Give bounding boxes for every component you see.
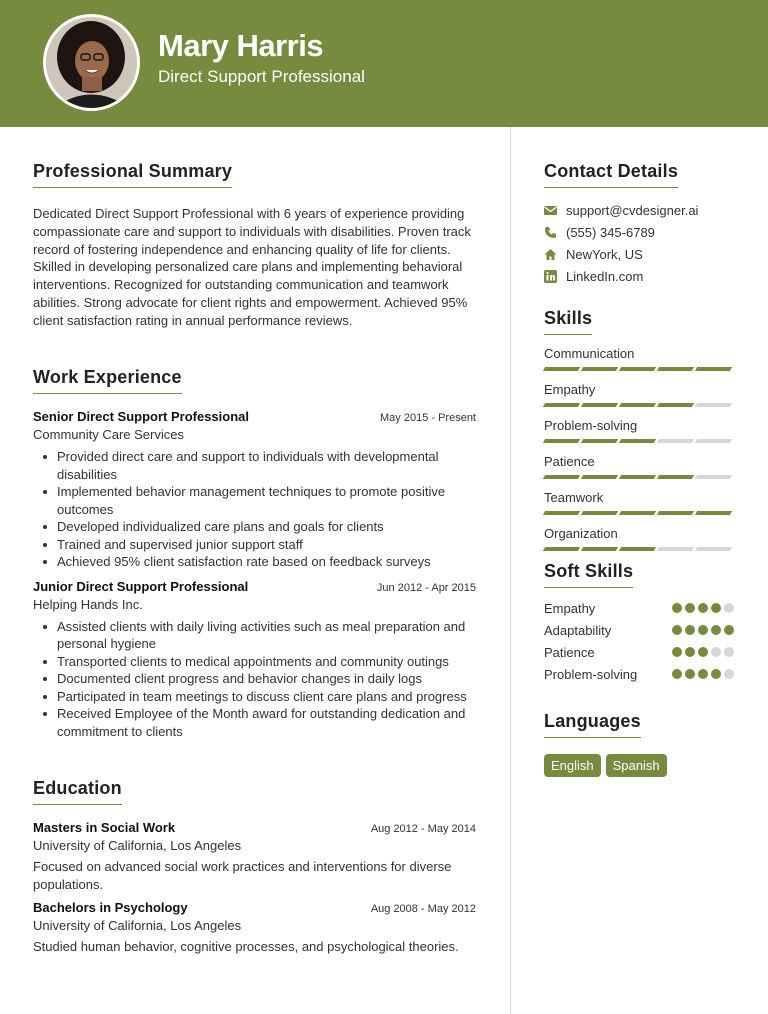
rating-dot xyxy=(698,647,708,657)
skill-level-segment xyxy=(581,367,618,371)
skill-level-bar xyxy=(544,547,734,551)
list-item: Transported clients to medical appointments and community outings xyxy=(33,653,476,671)
list-item: Received Employee of the Month award for outstanding dedication and commitment to clients xyxy=(33,705,476,740)
skill-name: Teamwork xyxy=(544,490,604,505)
home-icon xyxy=(544,248,557,261)
skills-section xyxy=(544,308,734,562)
skill-item xyxy=(544,454,734,479)
rating-dot xyxy=(672,603,682,613)
skill-level-segment xyxy=(657,439,694,443)
rating-dot xyxy=(685,603,695,613)
rating-dot xyxy=(724,625,734,635)
skill-level-segment xyxy=(619,511,656,515)
rating-dot xyxy=(698,669,708,679)
rating-dot xyxy=(711,603,721,613)
list-item: Developed individualized care plans and goals for clients xyxy=(33,518,476,536)
language-tag: English xyxy=(544,754,601,777)
job-entry xyxy=(33,579,476,741)
rating-dot xyxy=(724,603,734,613)
skill-level-segment xyxy=(543,511,580,515)
skill-level-bar xyxy=(544,403,734,407)
skill-name: Patience xyxy=(544,454,595,469)
skill-level-segment xyxy=(619,439,656,443)
resume-header xyxy=(0,0,768,127)
list-item: Provided direct care and support to individuals with developmental disabilities xyxy=(33,448,476,483)
rating-dot xyxy=(711,669,721,679)
experience-heading: Work Experience xyxy=(33,367,182,394)
skill-level-segment xyxy=(581,511,618,515)
skill-level-segment xyxy=(657,511,694,515)
job-date: Jun 2012 - Apr 2015 xyxy=(376,581,476,594)
contact-phone[interactable] xyxy=(544,221,734,243)
soft-skill-item xyxy=(544,641,734,663)
contact-linkedin[interactable] xyxy=(544,265,734,287)
candidate-role: Direct Support Professional xyxy=(158,67,365,86)
skill-level-bar xyxy=(544,367,734,371)
skill-name: Problem-solving xyxy=(544,418,638,433)
soft-skill-rating xyxy=(672,647,734,657)
skill-level-segment xyxy=(695,367,732,371)
skill-item xyxy=(544,418,734,443)
soft-skill-item xyxy=(544,619,734,641)
soft-skill-name: Patience xyxy=(544,644,595,660)
contact-location xyxy=(544,243,734,265)
skill-level-segment xyxy=(619,547,656,551)
linkedin-text: LinkedIn.com xyxy=(566,268,644,284)
skill-level-segment xyxy=(581,403,618,407)
rating-dot xyxy=(685,669,695,679)
skill-level-segment xyxy=(695,547,732,551)
skill-level-segment xyxy=(581,439,618,443)
rating-dot xyxy=(724,669,734,679)
envelope-icon xyxy=(544,204,557,217)
list-item: Trained and supervised junior support staff xyxy=(33,536,476,554)
skills-heading: Skills xyxy=(544,308,592,335)
skill-level-segment xyxy=(543,547,580,551)
contact-email[interactable] xyxy=(544,199,734,221)
summary-heading: Professional Summary xyxy=(33,161,232,188)
soft-skill-name: Problem-solving xyxy=(544,666,638,682)
avatar xyxy=(43,14,140,111)
soft-skill-name: Adaptability xyxy=(544,622,612,638)
skill-level-bar xyxy=(544,439,734,443)
skill-level-segment xyxy=(619,367,656,371)
school-name: University of California, Los Angeles xyxy=(33,918,242,933)
language-tags xyxy=(544,754,734,777)
degree-title: Masters in Social Work xyxy=(33,820,176,835)
contact-heading: Contact Details xyxy=(544,161,678,188)
rating-dot xyxy=(711,625,721,635)
skill-level-segment xyxy=(695,475,732,479)
skill-level-segment xyxy=(543,367,580,371)
contact-section xyxy=(544,161,734,287)
skill-item xyxy=(544,382,734,407)
list-item: Achieved 95% client satisfaction rate based on feedback surveys xyxy=(33,553,476,571)
degree-date: Aug 2012 - May 2014 xyxy=(370,823,476,835)
list-item: Participated in team meetings to discuss client care plans and progress xyxy=(33,688,476,706)
soft-skills-list xyxy=(544,597,734,685)
job-title: Senior Direct Support Professional xyxy=(33,409,249,424)
rating-dot xyxy=(672,647,682,657)
skills-list xyxy=(544,346,734,551)
rating-dot xyxy=(711,647,721,657)
list-item: Documented client progress and behavior changes in daily logs xyxy=(33,670,476,688)
phone-icon xyxy=(544,226,557,239)
phone-text: (555) 345-6789 xyxy=(566,224,655,240)
soft-skill-rating xyxy=(672,669,734,679)
soft-skill-rating xyxy=(672,603,734,613)
skill-level-segment xyxy=(581,475,618,479)
list-item: Assisted clients with daily living activities such as meal preparation and personal hygiene xyxy=(33,618,476,653)
rating-dot xyxy=(672,625,682,635)
rating-dot xyxy=(698,625,708,635)
experience-section xyxy=(33,367,476,740)
list-item: Implemented behavior management techniques to promote positive outcomes xyxy=(33,483,476,518)
rating-dot xyxy=(685,647,695,657)
degree-description: Focused on advanced social work practices and interventions for diverse populations. xyxy=(33,859,452,892)
job-title: Junior Direct Support Professional xyxy=(33,578,249,594)
degree-date: Aug 2008 - May 2012 xyxy=(370,903,476,915)
skill-item xyxy=(544,490,734,515)
summary-section xyxy=(33,161,476,330)
school-name: University of California, Los Angeles xyxy=(33,838,242,853)
education-section xyxy=(33,778,476,956)
linkedin-icon xyxy=(544,270,557,283)
skill-level-segment xyxy=(543,475,580,479)
rating-dot xyxy=(698,603,708,613)
education-heading: Education xyxy=(33,778,122,805)
education-entry xyxy=(33,900,476,956)
skill-level-segment xyxy=(543,439,580,443)
soft-skill-item xyxy=(544,597,734,619)
soft-skills-section xyxy=(544,561,734,685)
skill-level-segment xyxy=(695,403,732,407)
degree-description: Studied human behavior, cognitive processes, and psychological theories. xyxy=(33,939,459,954)
email-text: support@cvdesigner.ai xyxy=(566,202,699,218)
candidate-name: Mary Harris xyxy=(158,28,324,63)
skill-level-segment xyxy=(695,439,732,443)
skill-level-bar xyxy=(544,511,734,515)
language-tag: Spanish xyxy=(606,754,667,777)
location-text: NewYork, US xyxy=(566,246,643,262)
column-divider xyxy=(510,127,511,1014)
soft-skills-heading: Soft Skills xyxy=(544,561,633,588)
summary-text: Dedicated Direct Support Professional with 6 years of experience providing compassionate care and support to individuals with disabilities. Proven track record of fostering independence and enhancing quality of life for clients. Skilled in developing personalized care plans and implementing behavioral interventions. Recognized for outstanding communication and teamwork abilities. Strong advocate for client rights and empowerment. Achieved 95% client satisfaction rating in annual performance reviews. xyxy=(33,206,471,328)
languages-section xyxy=(544,711,734,777)
profile-photo xyxy=(46,17,137,108)
skill-level-segment xyxy=(657,547,694,551)
skill-level-segment xyxy=(695,511,732,515)
education-entry xyxy=(33,820,476,893)
skill-item xyxy=(544,346,734,371)
rating-dot xyxy=(672,669,682,679)
skill-name: Communication xyxy=(544,346,635,361)
degree-title: Bachelors in Psychology xyxy=(33,900,188,915)
languages-heading: Languages xyxy=(544,711,641,738)
job-date: May 2015 - Present xyxy=(380,412,476,424)
job-entry xyxy=(33,409,476,571)
skill-level-segment xyxy=(619,403,656,407)
skill-name: Empathy xyxy=(544,382,596,397)
skill-level-segment xyxy=(581,547,618,551)
skill-level-segment xyxy=(657,367,694,371)
soft-skill-name: Empathy xyxy=(544,600,596,616)
skill-level-bar xyxy=(544,475,734,479)
skill-item xyxy=(544,526,734,551)
rating-dot xyxy=(724,647,734,657)
job-company: Helping Hands Inc. xyxy=(33,596,143,612)
skill-name: Organization xyxy=(544,526,618,541)
skill-level-segment xyxy=(657,475,694,479)
rating-dot xyxy=(685,625,695,635)
job-company: Community Care Services xyxy=(33,427,184,442)
soft-skill-item xyxy=(544,663,734,685)
skill-level-segment xyxy=(619,475,656,479)
job-bullets xyxy=(33,448,476,571)
soft-skill-rating xyxy=(672,625,734,635)
skill-level-segment xyxy=(657,403,694,407)
skill-level-segment xyxy=(543,403,580,407)
job-bullets xyxy=(33,618,476,741)
